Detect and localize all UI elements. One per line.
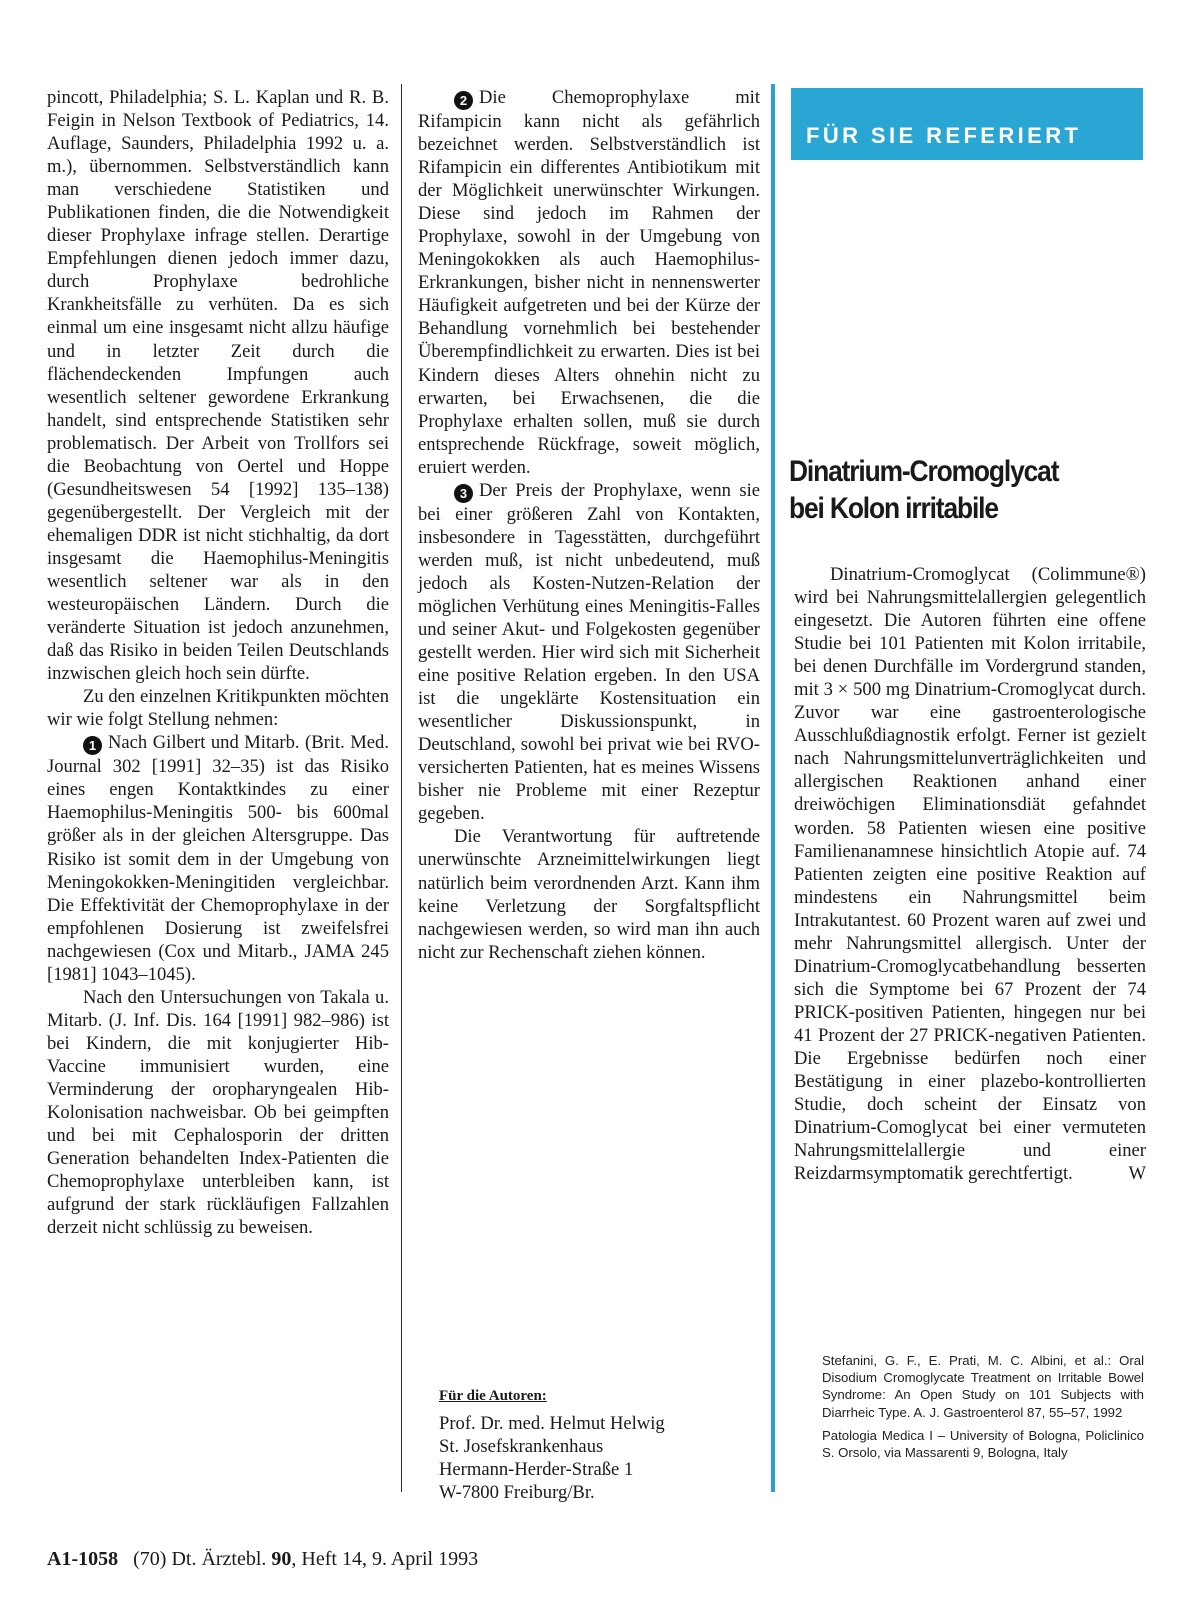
point-2-text: Die Chemoprophylaxe mit Rifampicin kann nicht als gefährlich bezeichnet werden. Selbstverständlich ist Rifampicin ein differentes Antibiotikum mit der Möglichkeit unerwünschter Wirkungen. Diese sind jedoch im Rahmen der Prophylaxe, sowohl in der Umgebung von Meningokokken als auch Haemophilus-Erkrankungen, bisher nicht in nennenswerter Häufigkeit aufgetreten und bei der Kürze der Behandlung vornehmlich bei bestehender Überempfindlichkeit zu erwarten. Dies ist bei Kindern dieses Alters ohnehin nicht zu erwarten, bei Erwachsenen, die die Prophylaxe erhalten sollen, muß sie durch entsprechende Rückfrage, soweit möglich, eruiert werden. [418, 87, 760, 478]
paragraph: Nach den Untersuchungen von Takala u. Mitarb. (J. Inf. Dis. 164 [1991] 982–986) ist bei Kindern, die mit konjugierter Hib-Vaccine immunisiert wurden, eine Verminderung der oropharyngealen Hib-Kolonisation nachweisbar. Ob bei geimpften und bei mit Cephalosporin der dritten Generation behandelten Index-Patienten die Chemoprophylaxe unterbleiben kann, ist aufgrund der stark rückläufigen Fallzahlen derzeit nicht schlüssig zu beweisen. [47, 986, 389, 1239]
journal-name: Dt. Ärztebl. [171, 1548, 267, 1570]
number-2-icon: 2 [454, 91, 473, 110]
number-1-icon: 1 [83, 736, 102, 755]
column-middle [418, 86, 760, 964]
headline-line: bei Kolon irritabile [789, 492, 998, 525]
author-street: Hermann-Herder-Straße 1 [439, 1459, 634, 1480]
journal-issue: , Heft 14, 9. April 1993 [291, 1548, 479, 1570]
number-3-icon: 3 [454, 484, 473, 503]
author-signature: W [1128, 1163, 1146, 1185]
point-1-text: Nach Gilbert und Mitarb. (Brit. Med. Journal 302 [1991] 32–35) ist das Risiko eines engen Kontaktkindes zu einer Haemophilus-Meningitis 500- bis 600mal größer als in der gleichen Altersgruppe. Das Risiko ist somit dem in der Umgebung von Meningokokken-Meningitiden vergleichbar. Die Effektivität der Chemoprophylaxe in der empfohlenen Dosierung ist zweifelsfrei nachgewiesen (Cox und Mitarb., JAMA 245 [1981] 1043–1045). [47, 732, 389, 985]
column-divider [401, 84, 402, 1492]
point-1 [47, 731, 389, 985]
banner-label: FÜR SIE REFERIERT [806, 123, 1082, 148]
page-footer [47, 1548, 478, 1571]
point-3 [418, 479, 760, 826]
author-heading: Für die Autoren: [439, 1388, 547, 1404]
paragraph: pincott, Philadelphia; S. L. Kaplan und R. B. Feigin in Nelson Textbook of Pediatrics, 14. Auflage, Saunders, Philadelphia 1992 u. a. m.), übernommen. Selbstverständlich kann man verschiedene Statistiken und Publikationen finden, die die Notwendigkeit dieser Prophylaxe infrage stellen. Derartige Empfehlungen dienen jedoch immer dazu, durch Prophylaxe bedrohliche Krankheitsfälle zu verhüten. Da es sich einmal um eine insgesamt nicht allzu häufige und in letzter Zeit durch die flächendeckenden Impfungen auch wesentlich seltener gewordene Erkrankung handelt, sind entsprechende Statistiken sehr problematisch. Der Arbeit von Trollfors sei die Beobachtung von Oertel und Hoppe (Gesundheitswesen 54 [1992] 135–138) gegenübergestellt. Der Vergleich mit der ehemaligen DDR ist nicht stichhaltig, da dort insgesamt die Haemophilus-Meningitis wesentlich seltener war als in den westeuropäischen Ländern. Durch die veränderte Situation ist jedoch anzunehmen, daß das Risiko in beiden Teilen Deutschlands inzwischen gleich hoch sein dürfte. [47, 87, 389, 685]
point-2 [418, 86, 760, 479]
column-left [47, 86, 389, 1239]
author-name: Prof. Dr. med. Helmut Helwig [439, 1413, 665, 1434]
page-number: (70) [133, 1548, 167, 1570]
point-3-text: Der Preis der Prophylaxe, wenn sie bei einer größeren Zahl von Kontakten, insbesondere in Tagesstätten, durchgeführt werden muß, ist nicht unbedeutend, muß jedoch als Kosten-Nutzen-Relation der möglichen Verhütung eines Meningitis-Falles und seiner Akut- und Folgekosten gegenüber gestellt werden. Hier wird sich mit Sicherheit eine positive Relation ergeben. In den USA ist die ungeklärte Kostensituation ein wesentlicher Diskussionspunkt, in Deutschland, sowohl bei privat wie bei RVO-versicherten Patienten, hat es meines Wissens bisher nie Probleme mit einer Rezeptur gegeben. [418, 479, 760, 825]
author-address [439, 1385, 769, 1504]
headline-line: Dinatrium-Cromoglycat [789, 455, 1059, 488]
article-body [794, 563, 1146, 1185]
author-institution: St. Josefskrankenhaus [439, 1436, 604, 1457]
accent-divider [771, 84, 775, 1492]
column-right [794, 563, 1146, 1185]
closing-paragraph: Die Verantwortung für auftretende unerwünschte Arzneimittelwirkungen liegt natürlich beim verordnenden Arzt. Kann ihm keine Verletzung der Sorgfaltspflicht nachgewiesen werden, so wird man ihn auch nicht zur Rechenschaft ziehen können. [418, 826, 760, 963]
reference-affiliation: Patologia Medica I – University of Bologna, Policlinico S. Orsolo, via Massarenti 9, Bologna, Italy [822, 1427, 1144, 1461]
article-body-text: Dinatrium-Cromoglycat (Colimmune®) wird bei Nahrungsmittelallergien gelegentlich eingesetzt. Die Autoren führten eine offene Studie bei 101 Patienten mit Kolon irritabile, bei denen Durchfälle im Vordergrund standen, mit 3 × 500 mg Dinatrium-Cromoglycat durch. Zuvor war eine gastroenterologische Ausschlußdiagnostik erfolgt. Ferner ist gezielt nach Nahrungsmittelunverträglichkeiten und allergischen Reaktionen anhand einer dreiwöchigen Eliminationsdiät gefahndet worden. 58 Patienten wiesen eine positive Familienanamnese hinsichtlich Atopie auf. 74 Patienten zeigten eine positive Reaktion auf mindestens ein Nahrungsmittel beim Intrakutantest. 60 Prozent waren auf zwei und mehr Nahrungsmittel allergisch. Unter der Dinatrium-Cromoglycatbehandlung besserten sich die Symptome bei 67 Prozent der 74 PRICK-positiven Patienten, hingegen nur bei 41 Prozent der 27 PRICK-negativen Patienten. Die Ergebnisse bedürfen noch einer Bestätigung in einer plazebo-kontrollierten Studie, doch scheint der Einsatz von Dinatrium-Comoglycat bei einer vermuteten Nahrungsmittelallergie und einer Reizdarmsymptomatik gerechtfertigt. [794, 564, 1146, 1185]
reference-citation: Stefanini, G. F., E. Prati, M. C. Albini, et al.: Oral Disodium Cromoglycate Treatment on Irritable Bowel Syndrome: An Open Study on 101 Subjects with Diarrheic Type. A. J. Gastroenterol 87, 55–57, 1992 [822, 1353, 1144, 1420]
journal-volume: 90 [271, 1548, 292, 1570]
reference-block [822, 1352, 1144, 1467]
article-headline [789, 453, 1106, 527]
section-banner [791, 88, 1143, 160]
author-city: W-7800 Freiburg/Br. [439, 1482, 595, 1503]
page-id: A1-1058 [47, 1548, 119, 1570]
paragraph: Zu den einzelnen Kritikpunkten möchten wir wie folgt Stellung nehmen: [47, 686, 389, 731]
